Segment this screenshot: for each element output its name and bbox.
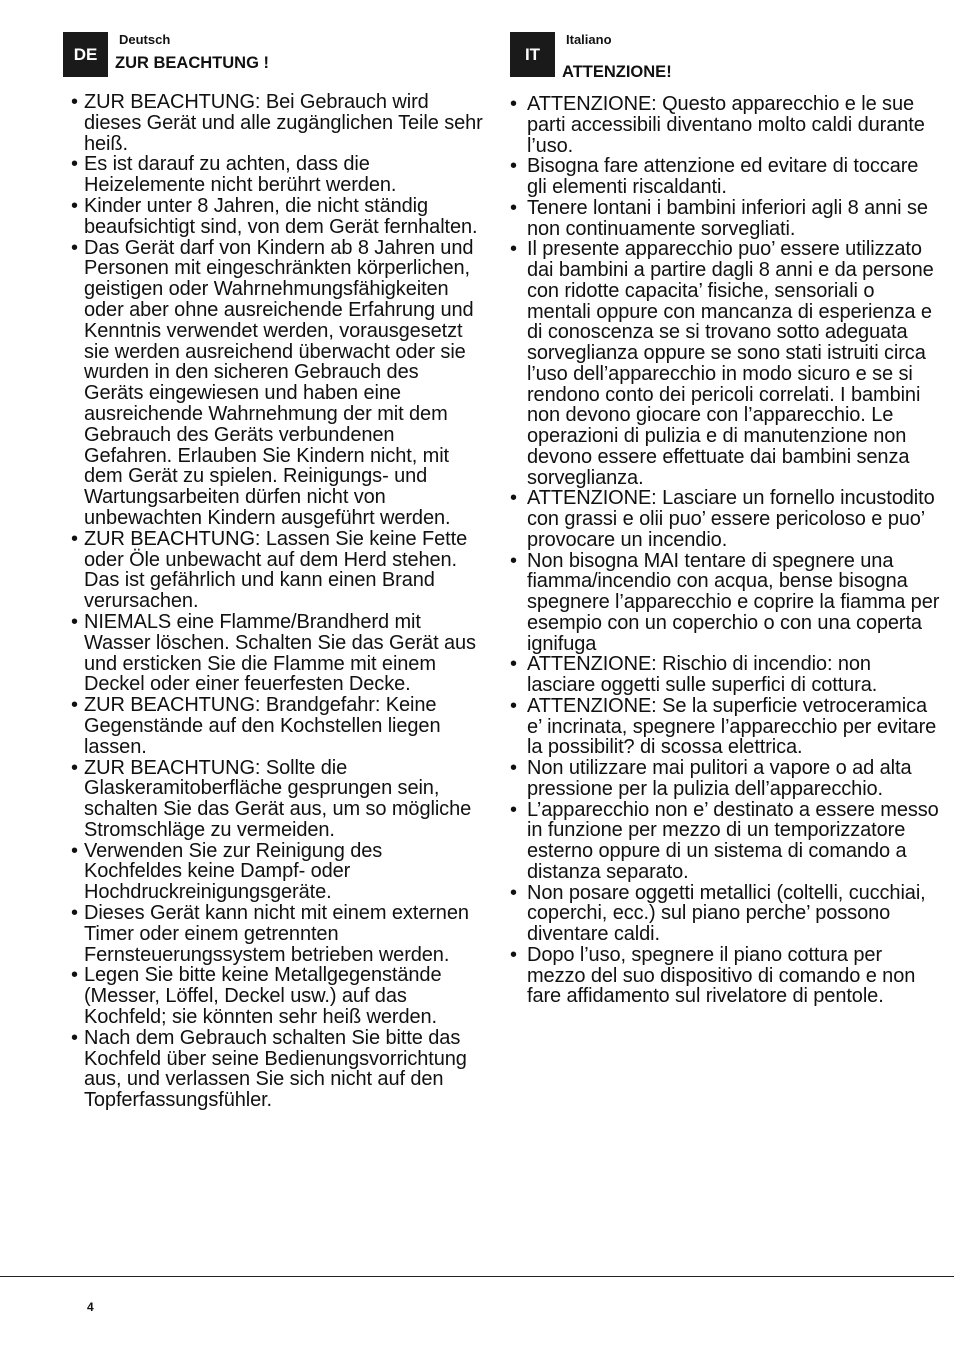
list-item: • ZUR BEACHTUNG: Lassen Sie keine Fette oder Öle unbewacht auf dem Herd stehen. Das ist gefährlich und kann einen Brand verursachen. <box>63 529 483 612</box>
footer-divider <box>0 1276 954 1277</box>
list-item: • Bisogna fare attenzione ed evitare di toccare gli elementi riscaldanti. <box>510 156 940 198</box>
german-section <box>63 30 483 1111</box>
list-item: • Non posare oggetti metallici (coltelli, cucchiai, coperchi, ecc.) sul piano perche’ possono diventare caldi. <box>510 883 940 945</box>
list-item: • ATTENZIONE: Se la superficie vetroceramica e’ incrinata, spegnere l’apparecchio per evitare la possibilit? di scossa elettrica. <box>510 696 940 758</box>
language-name: Italiano <box>566 32 612 47</box>
list-item: • Legen Sie bitte keine Metallgegenstände (Messer, Löffel, Deckel usw.) auf das Kochfeld; sie könnten sehr heiß werden. <box>63 965 483 1027</box>
language-name: Deutsch <box>119 32 171 47</box>
italian-section <box>510 30 940 1007</box>
section-header <box>510 30 940 92</box>
list-item: • Es ist darauf zu achten, dass die Heizelemente nicht berührt werden. <box>63 154 483 196</box>
list-item: • Das Gerät darf von Kindern ab 8 Jahren und Personen mit eingeschränkten körperlichen, geistigen oder Wahrnehmungsfähigkeiten oder aber ohne ausreichende Erfahrung und Kenntnis verwendet werden, vorausgesetzt sie werden ausreichend überwacht oder sie wurden in den sicheren Gebrauch des Geräts eingewiesen und haben eine ausreichende Wahrnehmung der mit dem Gebrauch des Geräts verbundenen Gefahren. Erlauben Sie Kindern nicht, mit dem Gerät zu spielen. Reinigungs- und Wartungsarbeiten dürfen nicht von unbewachten Kindern ausgeführt werden. <box>63 238 483 529</box>
list-item: • Dopo l’uso, spegnere il piano cottura per mezzo del suo dispositivo di comando e non fare affidamento sul rivelatore di pentole. <box>510 945 940 1007</box>
list-item: • Tenere lontani i bambini inferiori agli 8 anni se non continuamente sorvegliati. <box>510 198 940 240</box>
list-item: • ATTENZIONE: Rischio di incendio: non lasciare oggetti sulle superfici di cottura. <box>510 654 940 696</box>
list-item: • ATTENZIONE: Lasciare un fornello incustodito con grassi e olii puo’ essere pericoloso e puo’ provocare un incendio. <box>510 488 940 550</box>
page-number: 4 <box>87 1300 94 1314</box>
warning-list <box>63 92 483 1111</box>
list-item: • Il presente apparecchio puo’ essere utilizzato dai bambini a partire dagli 8 anni e da persone con ridotte capacita’ fisiche, sensoriali o mentali oppure con mancanza di esperienza e di conoscenza se si trovano sotto adeguata sorveglianza oppure se sono stati istruiti circa l’uso dell’apparecchio in modo sicuro e se si rendono conto dei pericoli correlati. I bambini non devono giocare con l’apparecchio. Le operazioni di pulizia e di manutenzione non devono essere effettuate dai bambini senza sorveglianza. <box>510 239 940 488</box>
section-title: ATTENZIONE! <box>562 63 672 81</box>
section-title: ZUR BEACHTUNG ! <box>115 54 269 72</box>
list-item: • L’apparecchio non e’ destinato a essere messo in funzione per mezzo di un temporizzatore esterno oppure di un sistema di comando a distanza separato. <box>510 800 940 883</box>
language-badge: IT <box>510 32 555 77</box>
list-item: • Dieses Gerät kann nicht mit einem externen Timer oder einem getrennten Fernsteuerungssystem betrieben werden. <box>63 903 483 965</box>
list-item: • ZUR BEACHTUNG: Sollte die Glaskeramitoberfläche gesprungen sein, schalten Sie das Gerät aus, um so mögliche Stromschläge zu vermeiden. <box>63 758 483 841</box>
list-item: • Verwenden Sie zur Reinigung des Kochfeldes keine Dampf- oder Hochdruckreinigungsgeräte. <box>63 841 483 903</box>
list-item: • Kinder unter 8 Jahren, die nicht ständig beaufsichtigt sind, von dem Gerät fernhalten. <box>63 196 483 238</box>
list-item: • ZUR BEACHTUNG: Bei Gebrauch wird dieses Gerät und alle zugänglichen Teile sehr heiß. <box>63 92 483 154</box>
warning-list <box>510 94 940 1007</box>
list-item: • ZUR BEACHTUNG: Brandgefahr: Keine Gegenstände auf den Kochstellen liegen lassen. <box>63 695 483 757</box>
list-item: • ATTENZIONE: Questo apparecchio e le sue parti accessibili diventano molto caldi durante l’uso. <box>510 94 940 156</box>
language-badge: DE <box>63 32 108 77</box>
list-item: • NIEMALS eine Flamme/Brandherd mit Wasser löschen. Schalten Sie das Gerät aus und ersticken Sie die Flamme mit einem Deckel oder einer feuerfesten Decke. <box>63 612 483 695</box>
list-item: • Nach dem Gebrauch schalten Sie bitte das Kochfeld über seine Bedienungsvorrichtung aus, und verlassen Sie sich nicht auf den Topferfassungsfühler. <box>63 1028 483 1111</box>
list-item: • Non utilizzare mai pulitori a vapore o ad alta pressione per la pulizia dell’apparecchio. <box>510 758 940 800</box>
list-item: • Non bisogna MAI tentare di spegnere una fiamma/incendio con acqua, bense bisogna spegnere l’apparecchio e coprire la fiamma per esempio con un coperchio o con una coperta ignifuga <box>510 551 940 655</box>
section-header <box>63 30 483 92</box>
